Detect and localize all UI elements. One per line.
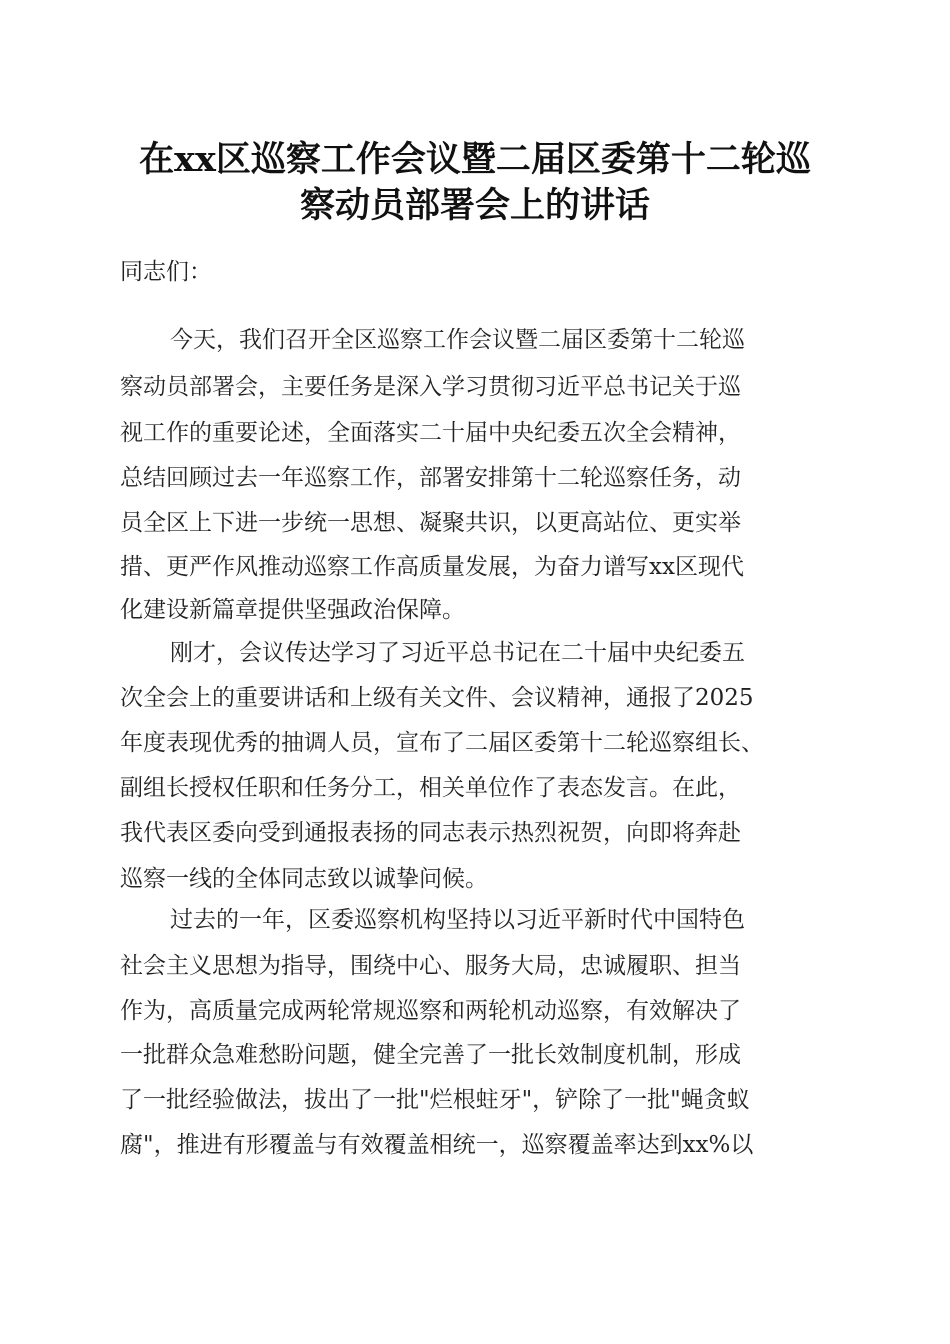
paragraph-2-line: 巡察一线的全体同志致以诚挚问候。 xyxy=(120,866,488,892)
paragraph-2-line: 年度表现优秀的抽调人员，宣布了二届区委第十二轮巡察组长、 xyxy=(120,730,764,756)
paragraph-1-line: 总结回顾过去一年巡察工作，部署安排第十二轮巡察任务，动 xyxy=(120,465,741,491)
paragraph-2-line: 刚才，会议传达学习了习近平总书记在二十届中央纪委五 xyxy=(170,640,745,666)
greeting: 同志们： xyxy=(120,259,212,285)
paragraph-2-line: 副组长授权任职和任务分工，相关单位作了表态发言。在此， xyxy=(120,775,741,801)
paragraph-1-line: 措、更严作风推动巡察工作高质量发展，为奋力谱写xx区现代 xyxy=(120,554,744,580)
paragraph-3-line: 社会主义思想为指导，围绕中心、服务大局，忠诚履职、担当 xyxy=(120,953,741,979)
paragraph-1-line: 视工作的重要论述，全面落实二十届中央纪委五次全会精神， xyxy=(120,420,741,446)
paragraph-2-line: 我代表区委向受到通报表扬的同志表示热烈祝贺，向即将奔赴 xyxy=(120,820,741,846)
paragraph-3-line: 了一批经验做法，拔出了一批"烂根蛀牙"，铲除了一批"蝇贪蚁 xyxy=(120,1087,750,1113)
document-title-line-2: 察动员部署会上的讲话 xyxy=(299,185,650,226)
paragraph-3-line: 过去的一年，区委巡察机构坚持以习近平新时代中国特色 xyxy=(170,907,745,933)
paragraph-1-line: 化建设新篇章提供坚强政治保障。 xyxy=(120,597,465,623)
paragraph-3-line: 一批群众急难愁盼问题，健全完善了一批长效制度机制，形成 xyxy=(120,1042,741,1068)
paragraph-2-line: 次全会上的重要讲话和上级有关文件、会议精神，通报了2025 xyxy=(120,685,754,711)
paragraph-3-line: 腐"，推进有形覆盖与有效覆盖相统一，巡察覆盖率达到xx%以 xyxy=(120,1132,754,1158)
paragraph-1-line: 今天，我们召开全区巡察工作会议暨二届区委第十二轮巡 xyxy=(170,327,745,353)
paragraph-1-line: 察动员部署会，主要任务是深入学习贯彻习近平总书记关于巡 xyxy=(120,374,741,400)
document-title-line-1: 在xx区巡察工作会议暨二届区委第十二轮巡 xyxy=(139,139,811,180)
paragraph-1-line: 员全区上下进一步统一思想、凝聚共识，以更高站位、更实举 xyxy=(120,510,741,536)
paragraph-3-line: 作为，高质量完成两轮常规巡察和两轮机动巡察，有效解决了 xyxy=(120,998,741,1024)
